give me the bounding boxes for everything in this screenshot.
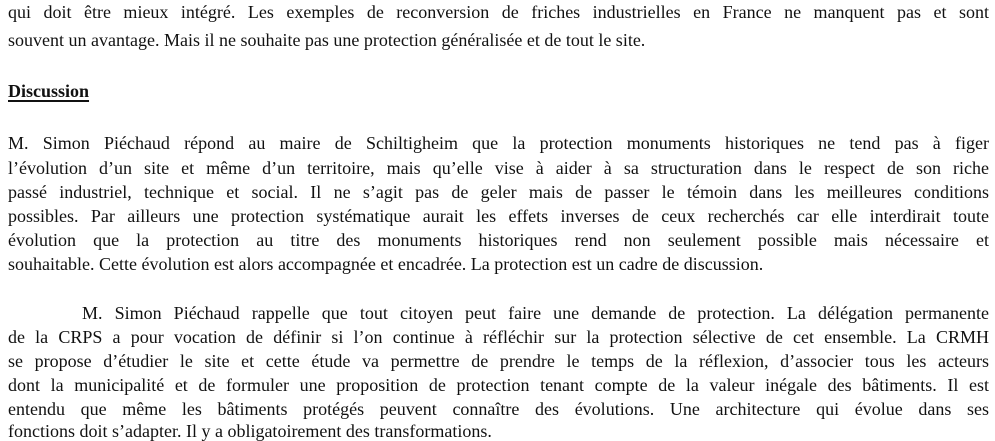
intro-line-2: souvent un avantage. Mais il ne souhaite pas une protection généralisée et de tout le site.	[8, 30, 646, 50]
paragraph-1-line-3: passé industriel, technique et social. Il ne s’agit pas de geler mais de passer le témoin dans les meilleures conditions	[8, 182, 989, 202]
section-heading: Discussion	[8, 81, 90, 101]
paragraph-1-line-4: possibles. Par ailleurs une protection systématique aurait les effets inverses de ceux recherchés car elle interdirait toute	[8, 206, 989, 226]
paragraph-2-line-6: fonctions doit s’adapter. Il y a obligatoirement des transformations.	[8, 421, 492, 441]
paragraph-1-line-5: évolution que la protection au titre des monuments historiques rend non seulement possible mais nécessaire et	[8, 230, 989, 250]
paragraph-1-line-2: l’évolution d’un site et même d’un territoire, mais qu’elle vise à aider à sa structuration dans le respect de son riche	[8, 158, 989, 178]
paragraph-1-line-6: souhaitable. Cette évolution est alors accompagnée et encadrée. La protection est un cadre de discussion.	[8, 254, 764, 274]
paragraph-2-line-5: entendu que même les bâtiments protégés peuvent connaître des évolutions. Une architecture qui évolue dans ses	[8, 399, 989, 419]
paragraph-1-line-1: M. Simon Piéchaud répond au maire de Schiltigheim que la protection monuments historiques ne tend pas à figer	[8, 133, 989, 153]
paragraph-2-line-3: se propose d’étudier le site et cette étude va permettre de prendre le temps de la réflexion, d’associer tous les acteurs	[8, 351, 989, 371]
intro-line-1: qui doit être mieux intégré. Les exemples de reconversion de friches industrielles en France ne manquent pas et sont	[8, 2, 989, 22]
paragraph-2-line-2: de la CRPS a pour vocation de définir si l’on continue à réfléchir sur la protection sélective de cet ensemble. La CRMH	[8, 327, 989, 347]
paragraph-2-line-4: dont la municipalité et de formuler une proposition de protection tenant compte de la valeur inégale des bâtiments. Il est	[8, 375, 989, 395]
paragraph-2-line-1: M. Simon Piéchaud rappelle que tout citoyen peut faire une demande de protection. La délégation permanente	[82, 303, 989, 323]
